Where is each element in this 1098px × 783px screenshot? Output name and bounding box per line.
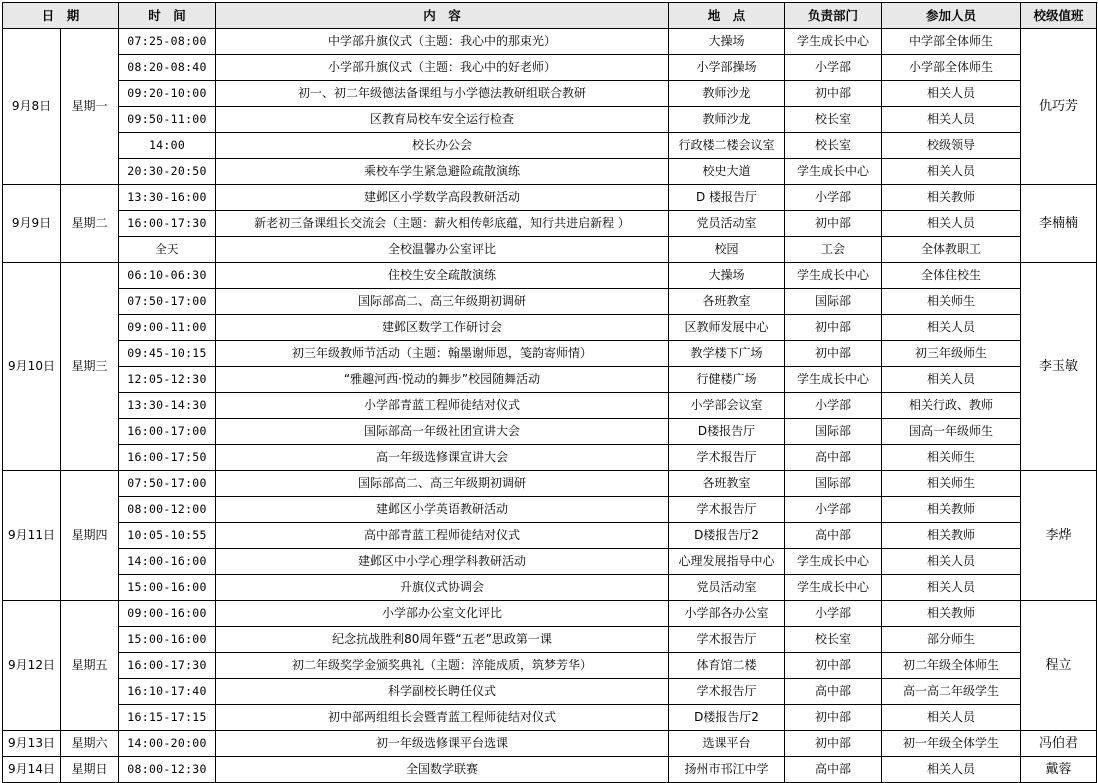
event-time: 15:00-16:00: [119, 627, 216, 653]
event-time: 16:00-17:30: [119, 211, 216, 237]
event-content: 高一年级选修课宣讲大会: [216, 445, 669, 471]
event-location: D楼报告厅2: [669, 705, 785, 731]
schedule-row: [3, 29, 1097, 55]
event-content: “雅趣河西·悦动的舞步”校园随舞活动: [216, 367, 669, 393]
event-department: 工会: [785, 237, 882, 263]
day-date: 9月8日: [3, 29, 61, 185]
event-location: 教师沙龙: [669, 107, 785, 133]
event-participants: 相关师生: [882, 471, 1021, 497]
event-participants: 相关人员: [882, 757, 1021, 783]
event-department: 国际部: [785, 289, 882, 315]
day-date: 9月9日: [3, 185, 61, 263]
event-participants: 相关行政、教师: [882, 393, 1021, 419]
schedule-row: [3, 471, 1097, 497]
schedule-row: [3, 601, 1097, 627]
day-weekday: 星期日: [61, 757, 119, 783]
event-time: 09:20-10:00: [119, 81, 216, 107]
event-content: 国际部高二、高三年级期初调研: [216, 471, 669, 497]
event-participants: 相关人员: [882, 367, 1021, 393]
schedule-row: [3, 133, 1097, 159]
event-location: 学术报告厅: [669, 627, 785, 653]
event-participants: 初三年级师生: [882, 341, 1021, 367]
event-participants: 相关人员: [882, 107, 1021, 133]
event-location: 选课平台: [669, 731, 785, 757]
event-content: 区教育局校车安全运行检查: [216, 107, 669, 133]
event-department: 学生成长中心: [785, 367, 882, 393]
event-content: 中学部升旗仪式（主题：我心中的那束光）: [216, 29, 669, 55]
event-department: 校长室: [785, 627, 882, 653]
event-department: 小学部: [785, 55, 882, 81]
schedule-row: [3, 185, 1097, 211]
event-location: 各班教室: [669, 289, 785, 315]
event-time: 16:10-17:40: [119, 679, 216, 705]
event-participants: 相关教师: [882, 523, 1021, 549]
weekly-schedule-table: [2, 2, 1097, 783]
schedule-row: [3, 289, 1097, 315]
event-time: 07:50-17:00: [119, 471, 216, 497]
event-location: 教学楼下广场: [669, 341, 785, 367]
event-department: 学生成长中心: [785, 263, 882, 289]
event-content: 新老初三备课组长交流会（主题：薪火相传彰底蕴，知行共进启新程 ）: [216, 211, 669, 237]
event-department: 校长室: [785, 107, 882, 133]
event-department: 高中部: [785, 445, 882, 471]
schedule-row: [3, 237, 1097, 263]
event-participants: 国高一年级师生: [882, 419, 1021, 445]
day-weekday: 星期一: [61, 29, 119, 185]
event-department: 校长室: [785, 133, 882, 159]
event-department: 初中部: [785, 653, 882, 679]
event-content: 升旗仪式协调会: [216, 575, 669, 601]
schedule-row: [3, 211, 1097, 237]
event-department: 学生成长中心: [785, 159, 882, 185]
event-content: 初一、初二年级德法备课组与小学德法教研组联合教研: [216, 81, 669, 107]
event-location: 党员活动室: [669, 575, 785, 601]
event-time: 09:00-11:00: [119, 315, 216, 341]
day-duty: 程立: [1021, 601, 1097, 731]
event-content: 住校生安全疏散演练: [216, 263, 669, 289]
event-location: 小学部会议室: [669, 393, 785, 419]
event-content: 国际部高一年级社团宣讲大会: [216, 419, 669, 445]
event-department: 学生成长中心: [785, 549, 882, 575]
day-weekday: 星期六: [61, 731, 119, 757]
header-department: 负责部门: [785, 3, 882, 29]
event-department: 高中部: [785, 523, 882, 549]
event-content: 小学部青蓝工程师徒结对仪式: [216, 393, 669, 419]
schedule-row: [3, 81, 1097, 107]
event-location: D 楼报告厅: [669, 185, 785, 211]
event-content: 初三年级教师节活动（主题：翰墨谢师恩，笺韵寄师情）: [216, 341, 669, 367]
event-content: 建邺区数学工作研讨会: [216, 315, 669, 341]
event-content: 全国数学联赛: [216, 757, 669, 783]
event-content: 全校温馨办公室评比: [216, 237, 669, 263]
event-time: 16:00-17:00: [119, 419, 216, 445]
header-date: 日 期: [3, 3, 119, 29]
event-participants: 校级领导: [882, 133, 1021, 159]
event-time: 16:00-17:30: [119, 653, 216, 679]
event-location: 行政楼二楼会议室: [669, 133, 785, 159]
event-department: 国际部: [785, 471, 882, 497]
event-time: 14:00-16:00: [119, 549, 216, 575]
event-location: 区教师发展中心: [669, 315, 785, 341]
event-location: 扬州市邗江中学: [669, 757, 785, 783]
event-location: 学术报告厅: [669, 497, 785, 523]
day-duty: 仇巧芳: [1021, 29, 1097, 185]
event-participants: 相关人员: [882, 211, 1021, 237]
day-date: 9月10日: [3, 263, 61, 471]
event-content: 建邺区小学英语教研活动: [216, 497, 669, 523]
event-participants: 小学部全体师生: [882, 55, 1021, 81]
schedule-row: [3, 497, 1097, 523]
event-participants: 相关师生: [882, 445, 1021, 471]
event-location: 体育馆二楼: [669, 653, 785, 679]
day-date: 9月11日: [3, 471, 61, 601]
event-department: 初中部: [785, 731, 882, 757]
day-duty: 李烨: [1021, 471, 1097, 601]
event-content: 建邺区小学数学高段教研活动: [216, 185, 669, 211]
event-content: 纪念抗战胜利80周年暨“五老”思政第一课: [216, 627, 669, 653]
event-participants: 相关教师: [882, 497, 1021, 523]
event-time: 20:30-20:50: [119, 159, 216, 185]
event-time: 08:20-08:40: [119, 55, 216, 81]
schedule-row: [3, 705, 1097, 731]
event-participants: 相关人员: [882, 705, 1021, 731]
schedule-row: [3, 341, 1097, 367]
event-time: 07:25-08:00: [119, 29, 216, 55]
event-time: 09:45-10:15: [119, 341, 216, 367]
day-date: 9月14日: [3, 757, 61, 783]
event-content: 小学部升旗仪式（主题：我心中的好老师）: [216, 55, 669, 81]
event-department: 小学部: [785, 497, 882, 523]
event-location: D楼报告厅2: [669, 523, 785, 549]
event-participants: 相关人员: [882, 159, 1021, 185]
schedule-row: [3, 159, 1097, 185]
event-content: 国际部高二、高三年级期初调研: [216, 289, 669, 315]
event-location: 教师沙龙: [669, 81, 785, 107]
event-participants: 相关人员: [882, 81, 1021, 107]
event-location: 党员活动室: [669, 211, 785, 237]
event-participants: 全体教职工: [882, 237, 1021, 263]
header-row: [3, 3, 1097, 29]
event-location: 行健楼广场: [669, 367, 785, 393]
schedule-row: [3, 419, 1097, 445]
header-participants: 参加人员: [882, 3, 1021, 29]
event-time: 09:00-16:00: [119, 601, 216, 627]
event-time: 10:05-10:55: [119, 523, 216, 549]
event-department: 小学部: [785, 393, 882, 419]
event-participants: 初二年级全体师生: [882, 653, 1021, 679]
event-time: 07:50-17:00: [119, 289, 216, 315]
event-participants: 相关人员: [882, 575, 1021, 601]
event-department: 初中部: [785, 315, 882, 341]
event-time: 13:30-14:30: [119, 393, 216, 419]
event-participants: 相关教师: [882, 601, 1021, 627]
event-location: 大操场: [669, 29, 785, 55]
schedule-row: [3, 263, 1097, 289]
day-weekday: 星期五: [61, 601, 119, 731]
event-content: 初中部两组组长会暨青蓝工程师徒结对仪式: [216, 705, 669, 731]
event-department: 国际部: [785, 419, 882, 445]
schedule-row: [3, 549, 1097, 575]
event-time: 08:00-12:00: [119, 497, 216, 523]
event-department: 初中部: [785, 341, 882, 367]
schedule-row: [3, 393, 1097, 419]
event-time: 08:00-12:30: [119, 757, 216, 783]
event-time: 13:30-16:00: [119, 185, 216, 211]
event-department: 高中部: [785, 679, 882, 705]
event-location: 学术报告厅: [669, 679, 785, 705]
event-department: 小学部: [785, 601, 882, 627]
event-department: 初中部: [785, 705, 882, 731]
day-duty: 李玉敏: [1021, 263, 1097, 471]
event-department: 学生成长中心: [785, 575, 882, 601]
event-time: 16:00-17:50: [119, 445, 216, 471]
day-duty: 戴蓉: [1021, 757, 1097, 783]
day-date: 9月12日: [3, 601, 61, 731]
event-content: 高中部青蓝工程师徒结对仪式: [216, 523, 669, 549]
event-location: 各班教室: [669, 471, 785, 497]
schedule-row: [3, 107, 1097, 133]
event-time: 全天: [119, 237, 216, 263]
event-participants: 部分师生: [882, 627, 1021, 653]
schedule-row: [3, 315, 1097, 341]
schedule-row: [3, 653, 1097, 679]
event-participants: 高一高二年级学生: [882, 679, 1021, 705]
day-weekday: 星期三: [61, 263, 119, 471]
event-department: 初中部: [785, 211, 882, 237]
event-time: 09:50-11:00: [119, 107, 216, 133]
schedule-body: [3, 29, 1097, 783]
schedule-row: [3, 367, 1097, 393]
event-participants: 全体住校生: [882, 263, 1021, 289]
event-participants: 中学部全体师生: [882, 29, 1021, 55]
event-participants: 相关教师: [882, 185, 1021, 211]
day-date: 9月13日: [3, 731, 61, 757]
event-content: 初二年级奖学金颁奖典礼（主题：淬能成质，筑梦芳华）: [216, 653, 669, 679]
event-location: 学术报告厅: [669, 445, 785, 471]
header-content: 内 容: [216, 3, 669, 29]
schedule-row: [3, 55, 1097, 81]
event-time: 12:05-12:30: [119, 367, 216, 393]
day-duty: 冯伯君: [1021, 731, 1097, 757]
event-content: 初一年级选修课平台选课: [216, 731, 669, 757]
header-time: 时 间: [119, 3, 216, 29]
event-location: 大操场: [669, 263, 785, 289]
event-location: 校史大道: [669, 159, 785, 185]
schedule-row: [3, 679, 1097, 705]
event-location: 校园: [669, 237, 785, 263]
event-content: 乘校车学生紧急避险疏散演练: [216, 159, 669, 185]
schedule-row: [3, 627, 1097, 653]
event-location: 小学部操场: [669, 55, 785, 81]
event-participants: 初一年级全体学生: [882, 731, 1021, 757]
schedule-row: [3, 575, 1097, 601]
event-time: 14:00-20:00: [119, 731, 216, 757]
event-content: 建邺区中小学心理学科教研活动: [216, 549, 669, 575]
schedule-row: [3, 445, 1097, 471]
event-location: 心理发展指导中心: [669, 549, 785, 575]
day-weekday: 星期四: [61, 471, 119, 601]
event-participants: 相关师生: [882, 289, 1021, 315]
event-department: 初中部: [785, 81, 882, 107]
event-time: 14:00: [119, 133, 216, 159]
event-content: 科学副校长聘任仪式: [216, 679, 669, 705]
event-time: 16:15-17:15: [119, 705, 216, 731]
day-duty: 李楠楠: [1021, 185, 1097, 263]
schedule-row: [3, 757, 1097, 783]
event-department: 小学部: [785, 185, 882, 211]
event-location: 小学部各办公室: [669, 601, 785, 627]
event-department: 高中部: [785, 757, 882, 783]
event-time: 15:00-16:00: [119, 575, 216, 601]
day-weekday: 星期二: [61, 185, 119, 263]
header-duty: 校级值班: [1021, 3, 1097, 29]
event-time: 06:10-06:30: [119, 263, 216, 289]
event-participants: 相关人员: [882, 549, 1021, 575]
header-location: 地 点: [669, 3, 785, 29]
event-location: D楼报告厅: [669, 419, 785, 445]
event-department: 学生成长中心: [785, 29, 882, 55]
schedule-row: [3, 731, 1097, 757]
event-participants: 相关人员: [882, 315, 1021, 341]
schedule-row: [3, 523, 1097, 549]
event-content: 小学部办公室文化评比: [216, 601, 669, 627]
event-content: 校长办公会: [216, 133, 669, 159]
